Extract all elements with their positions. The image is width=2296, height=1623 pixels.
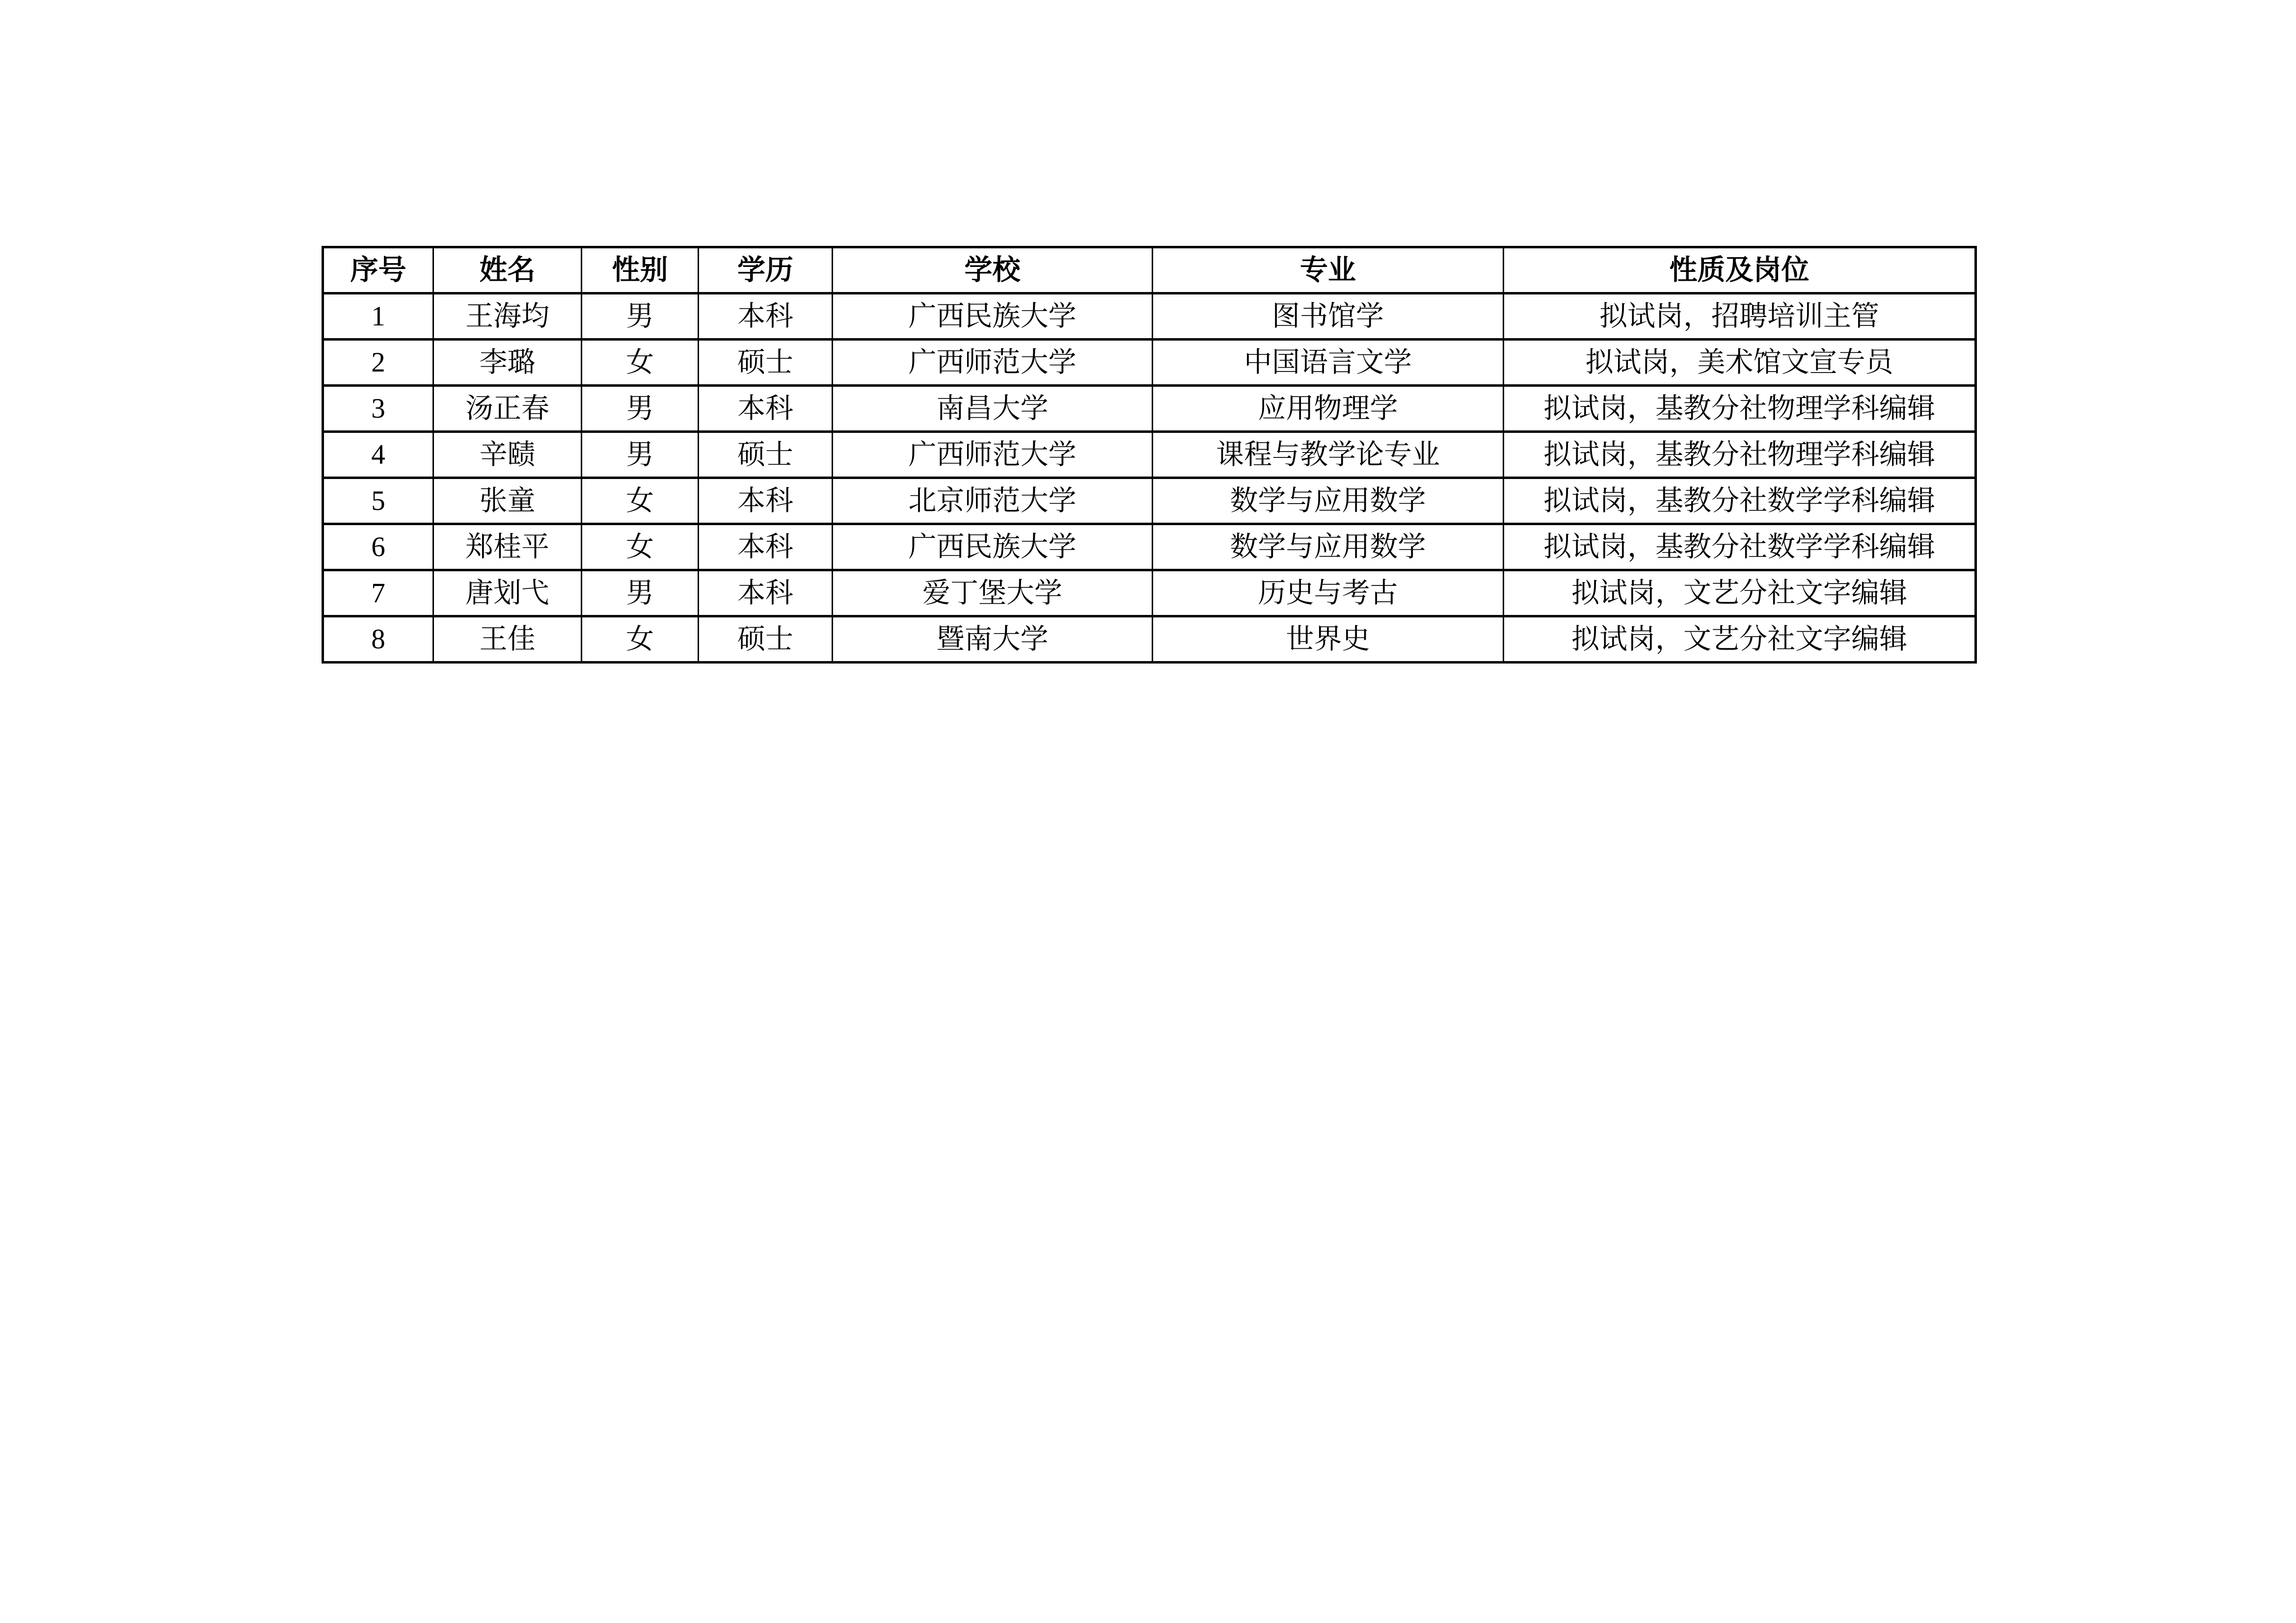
- school-cell: 广西民族大学: [833, 524, 1153, 570]
- row-number-cell: 7: [323, 570, 433, 616]
- position-cell: 拟试岗，文艺分社文字编辑: [1504, 570, 1976, 616]
- major-cell: 数学与应用数学: [1153, 524, 1504, 570]
- position-cell: 拟试岗，基教分社数学学科编辑: [1504, 478, 1976, 524]
- position-cell: 拟试岗，基教分社物理学科编辑: [1504, 432, 1976, 478]
- header-cell-major: 专业: [1153, 247, 1504, 293]
- row-number-cell: 6: [323, 524, 433, 570]
- table-row: [323, 478, 1976, 524]
- row-number-cell: 3: [323, 386, 433, 432]
- gender-cell: 女: [582, 524, 699, 570]
- gender-cell: 男: [582, 386, 699, 432]
- degree-cell: 本科: [699, 293, 833, 340]
- name-cell: 李璐: [433, 340, 582, 386]
- name-cell: 唐划弋: [433, 570, 582, 616]
- row-number-cell: 2: [323, 340, 433, 386]
- header-cell-number: 序号: [323, 247, 433, 293]
- table-row: [323, 524, 1976, 570]
- major-cell: 数学与应用数学: [1153, 478, 1504, 524]
- header-cell-position: 性质及岗位: [1504, 247, 1976, 293]
- school-cell: 爱丁堡大学: [833, 570, 1153, 616]
- name-cell: 张童: [433, 478, 582, 524]
- position-cell: 拟试岗，基教分社物理学科编辑: [1504, 386, 1976, 432]
- major-cell: 应用物理学: [1153, 386, 1504, 432]
- gender-cell: 女: [582, 478, 699, 524]
- header-cell-degree: 学历: [699, 247, 833, 293]
- degree-cell: 硕士: [699, 616, 833, 663]
- table-row: [323, 340, 1976, 386]
- school-cell: 广西民族大学: [833, 293, 1153, 340]
- table-row: [323, 570, 1976, 616]
- name-cell: 王海均: [433, 293, 582, 340]
- degree-cell: 本科: [699, 524, 833, 570]
- school-cell: 广西师范大学: [833, 340, 1153, 386]
- school-cell: 广西师范大学: [833, 432, 1153, 478]
- header-cell-school: 学校: [833, 247, 1153, 293]
- position-cell: 拟试岗，文艺分社文字编辑: [1504, 616, 1976, 663]
- school-cell: 北京师范大学: [833, 478, 1153, 524]
- major-cell: 图书馆学: [1153, 293, 1504, 340]
- header-cell-gender: 性别: [582, 247, 699, 293]
- gender-cell: 男: [582, 432, 699, 478]
- gender-cell: 女: [582, 340, 699, 386]
- degree-cell: 本科: [699, 478, 833, 524]
- row-number-cell: 1: [323, 293, 433, 340]
- degree-cell: 本科: [699, 386, 833, 432]
- name-cell: 辛赜: [433, 432, 582, 478]
- row-number-cell: 8: [323, 616, 433, 663]
- major-cell: 历史与考古: [1153, 570, 1504, 616]
- candidate-roster-table: [322, 246, 1977, 664]
- name-cell: 汤正春: [433, 386, 582, 432]
- major-cell: 世界史: [1153, 616, 1504, 663]
- name-cell: 郑桂平: [433, 524, 582, 570]
- school-cell: 暨南大学: [833, 616, 1153, 663]
- major-cell: 课程与教学论专业: [1153, 432, 1504, 478]
- name-cell: 王佳: [433, 616, 582, 663]
- row-number-cell: 4: [323, 432, 433, 478]
- table-row: [323, 293, 1976, 340]
- row-number-cell: 5: [323, 478, 433, 524]
- degree-cell: 硕士: [699, 432, 833, 478]
- table-row: [323, 616, 1976, 663]
- school-cell: 南昌大学: [833, 386, 1153, 432]
- gender-cell: 女: [582, 616, 699, 663]
- gender-cell: 男: [582, 293, 699, 340]
- table-row: [323, 386, 1976, 432]
- major-cell: 中国语言文学: [1153, 340, 1504, 386]
- degree-cell: 硕士: [699, 340, 833, 386]
- position-cell: 拟试岗，基教分社数学学科编辑: [1504, 524, 1976, 570]
- gender-cell: 男: [582, 570, 699, 616]
- table-header-row: [323, 247, 1976, 293]
- degree-cell: 本科: [699, 570, 833, 616]
- header-cell-name: 姓名: [433, 247, 582, 293]
- position-cell: 拟试岗，美术馆文宣专员: [1504, 340, 1976, 386]
- position-cell: 拟试岗，招聘培训主管: [1504, 293, 1976, 340]
- table-row: [323, 432, 1976, 478]
